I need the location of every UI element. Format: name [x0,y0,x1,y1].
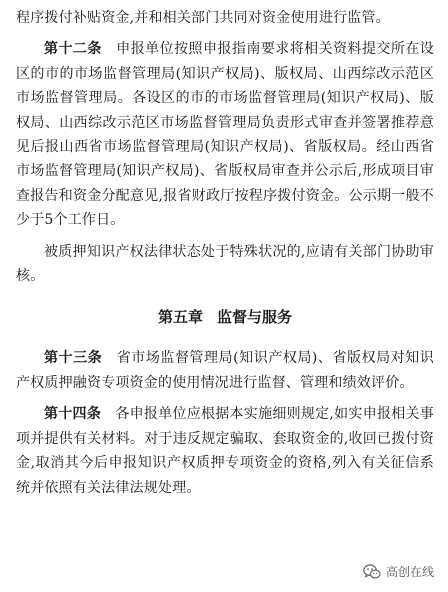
chapter-title: 监督与服务 [217,308,293,327]
paragraph-text: 省市场监督管理局(知识产权局)、省版权局对知识产权质押融资专项资金的使用情况进行监督、管理和绩效评价。 [16,350,434,391]
paragraph [16,37,434,232]
paragraph-text: 各申报单位应根据本实施细则规定,如实申报相关事项并提供有关材料。对于违反规定骗取、套取资金的,收回已拨付资金,取消其今后申报知识产权质押专项资金的资格,列入有关征信系统并依照有关法律法规处理。 [16,406,434,496]
article-number: 第十四条 [44,406,102,423]
section-bottom [16,346,434,499]
article-number: 第十三条 [44,350,103,367]
paragraph [16,402,434,500]
chapter-number: 第五章 [157,308,203,327]
paragraph-text: 申报单位按照申报指南要求将相关资料提交所在设区的市的市场监督管理局(知识产权局)、版权局、山西综改示范区市场监督管理局。各设区的市的市场监督管理局(知识产权局)、版权局、山西综改示范区市场监督管理局负责形式审查并签署推荐意见后报山西省市场监督管理局(知识产权局)、省版权局。经山西省市场监督管理局(知识产权局)、省版权局审查并公示后,形成项目审查报告和资金分配意见,报省财政厅按程序拨付资金。公示期一般不少于5个工作日。 [16,41,434,229]
paragraph-text: 程序拨付补贴资金,并和相关部门共同对资金使用进行监管。 [16,10,390,26]
paragraph [16,346,434,395]
chapter-heading [16,306,434,328]
paragraph-text: 被质押知识产权法律状态处于特殊状况的,应请有关部门协助审核。 [16,243,434,285]
paragraph [16,240,434,289]
paragraph [16,6,434,30]
wechat-icon [363,564,381,580]
section-top [16,6,434,288]
watermark [359,561,438,582]
watermark-text: 高创在线 [385,565,434,579]
article-number: 第十二条 [44,41,102,58]
